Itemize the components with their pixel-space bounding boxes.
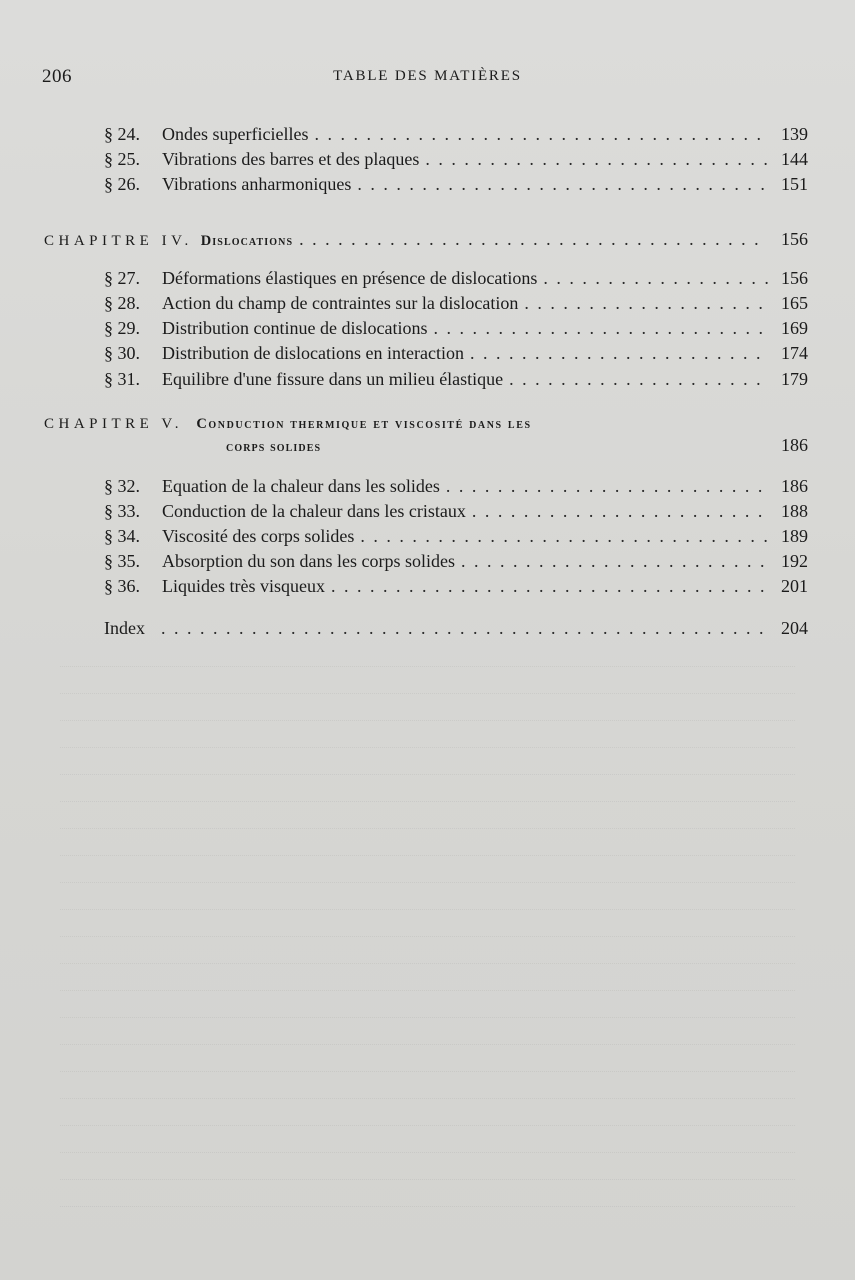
- chapter-title-continued: corps solides: [226, 439, 322, 455]
- toc-entry[interactable]: [104, 268, 808, 289]
- toc-entry[interactable]: [104, 501, 808, 522]
- page-ref: 139: [781, 124, 808, 144]
- toc-entry[interactable]: [104, 551, 808, 572]
- toc-entry[interactable]: [104, 149, 808, 170]
- dot-leader: [433, 318, 768, 339]
- section-number: § 28.: [104, 293, 140, 313]
- toc-entry[interactable]: [104, 174, 808, 195]
- toc-entry[interactable]: [104, 369, 808, 390]
- page-ref: 179: [781, 369, 808, 389]
- page-number: 206: [42, 66, 72, 87]
- toc-entry[interactable]: [104, 318, 808, 339]
- chapter-label: CHAPITRE IV.: [44, 233, 193, 249]
- page-ref: 174: [781, 343, 808, 363]
- section-number: § 29.: [104, 318, 140, 338]
- section-number: § 27.: [104, 268, 140, 288]
- dot-leader: [543, 268, 768, 289]
- page-ref: 192: [781, 551, 808, 571]
- toc-entry[interactable]: [104, 343, 808, 364]
- section-number: § 36.: [104, 576, 140, 596]
- section-number: § 25.: [104, 149, 140, 169]
- section-title: Ondes superficielles: [162, 124, 309, 144]
- page-ref: 204: [781, 618, 808, 638]
- toc-entry[interactable]: [104, 476, 808, 497]
- page-ref: 165: [781, 293, 808, 313]
- section-title: Déformations élastiques en présence de dislocations: [162, 268, 538, 288]
- dot-leader: [299, 229, 768, 250]
- chapter-heading[interactable]: [44, 229, 808, 250]
- page-ref: 186: [781, 435, 808, 455]
- section-number: § 33.: [104, 501, 140, 521]
- section-title: Equation de la chaleur dans les solides: [162, 476, 440, 496]
- page-ref: 156: [781, 268, 808, 288]
- page-ref: 156: [781, 229, 808, 249]
- toc-entry[interactable]: [104, 124, 808, 145]
- dot-leader: [470, 343, 768, 364]
- page-ref: 188: [781, 501, 808, 521]
- dot-leader: [357, 174, 768, 195]
- page-ref: 189: [781, 526, 808, 546]
- section-title: Action du champ de contraintes sur la dislocation: [162, 293, 519, 313]
- dot-leader: [524, 293, 768, 314]
- dot-leader: [314, 124, 768, 145]
- dot-leader: [360, 526, 768, 547]
- page-ref: 169: [781, 318, 808, 338]
- section-title: Distribution continue de dislocations: [162, 318, 428, 338]
- dot-leader: [461, 551, 768, 572]
- dot-leader: [446, 476, 768, 497]
- toc-entry-index[interactable]: [104, 618, 808, 639]
- dot-leader: [472, 501, 768, 522]
- section-title: Absorption du son dans les corps solides: [162, 551, 455, 571]
- dot-leader: [161, 618, 768, 639]
- chapter-title: Conduction thermique et viscosité dans les: [196, 416, 532, 432]
- page-ref: 144: [781, 149, 808, 169]
- section-title: Liquides très visqueux: [162, 576, 325, 596]
- chapter-heading-line1: [44, 416, 808, 433]
- section-number: § 34.: [104, 526, 140, 546]
- section-number: § 26.: [104, 174, 140, 194]
- section-number: § 31.: [104, 369, 140, 389]
- index-title: Index: [104, 618, 145, 638]
- section-number: § 24.: [104, 124, 140, 144]
- section-title: Vibrations des barres et des plaques: [162, 149, 420, 169]
- dot-leader: [509, 369, 768, 390]
- section-number: § 32.: [104, 476, 140, 496]
- section-title: Vibrations anharmoniques: [162, 174, 352, 194]
- toc-entry[interactable]: [104, 576, 808, 597]
- page-ref: 151: [781, 174, 808, 194]
- section-title: Conduction de la chaleur dans les cristaux: [162, 501, 466, 521]
- section-title: Distribution de dislocations en interaction: [162, 343, 464, 363]
- page-ref: 201: [781, 576, 808, 596]
- chapter-title: Dislocations: [200, 233, 294, 249]
- show-through-texture: [0, 640, 855, 1280]
- header-title: TABLE DES MATIÈRES: [333, 68, 522, 84]
- chapter-heading[interactable]: [44, 416, 808, 456]
- section-number: § 30.: [104, 343, 140, 363]
- toc-entry[interactable]: [104, 293, 808, 314]
- page-ref: 186: [781, 476, 808, 496]
- dot-leader: [331, 576, 768, 597]
- dot-leader: [425, 149, 768, 170]
- section-title: Viscosité des corps solides: [162, 526, 355, 546]
- chapter-label: CHAPITRE V.: [44, 416, 183, 432]
- chapter-heading-line2: [226, 435, 808, 456]
- section-number: § 35.: [104, 551, 140, 571]
- section-title: Equilibre d'une fissure dans un milieu élastique: [162, 369, 504, 389]
- toc-entry[interactable]: [104, 526, 808, 547]
- running-head: [0, 66, 855, 94]
